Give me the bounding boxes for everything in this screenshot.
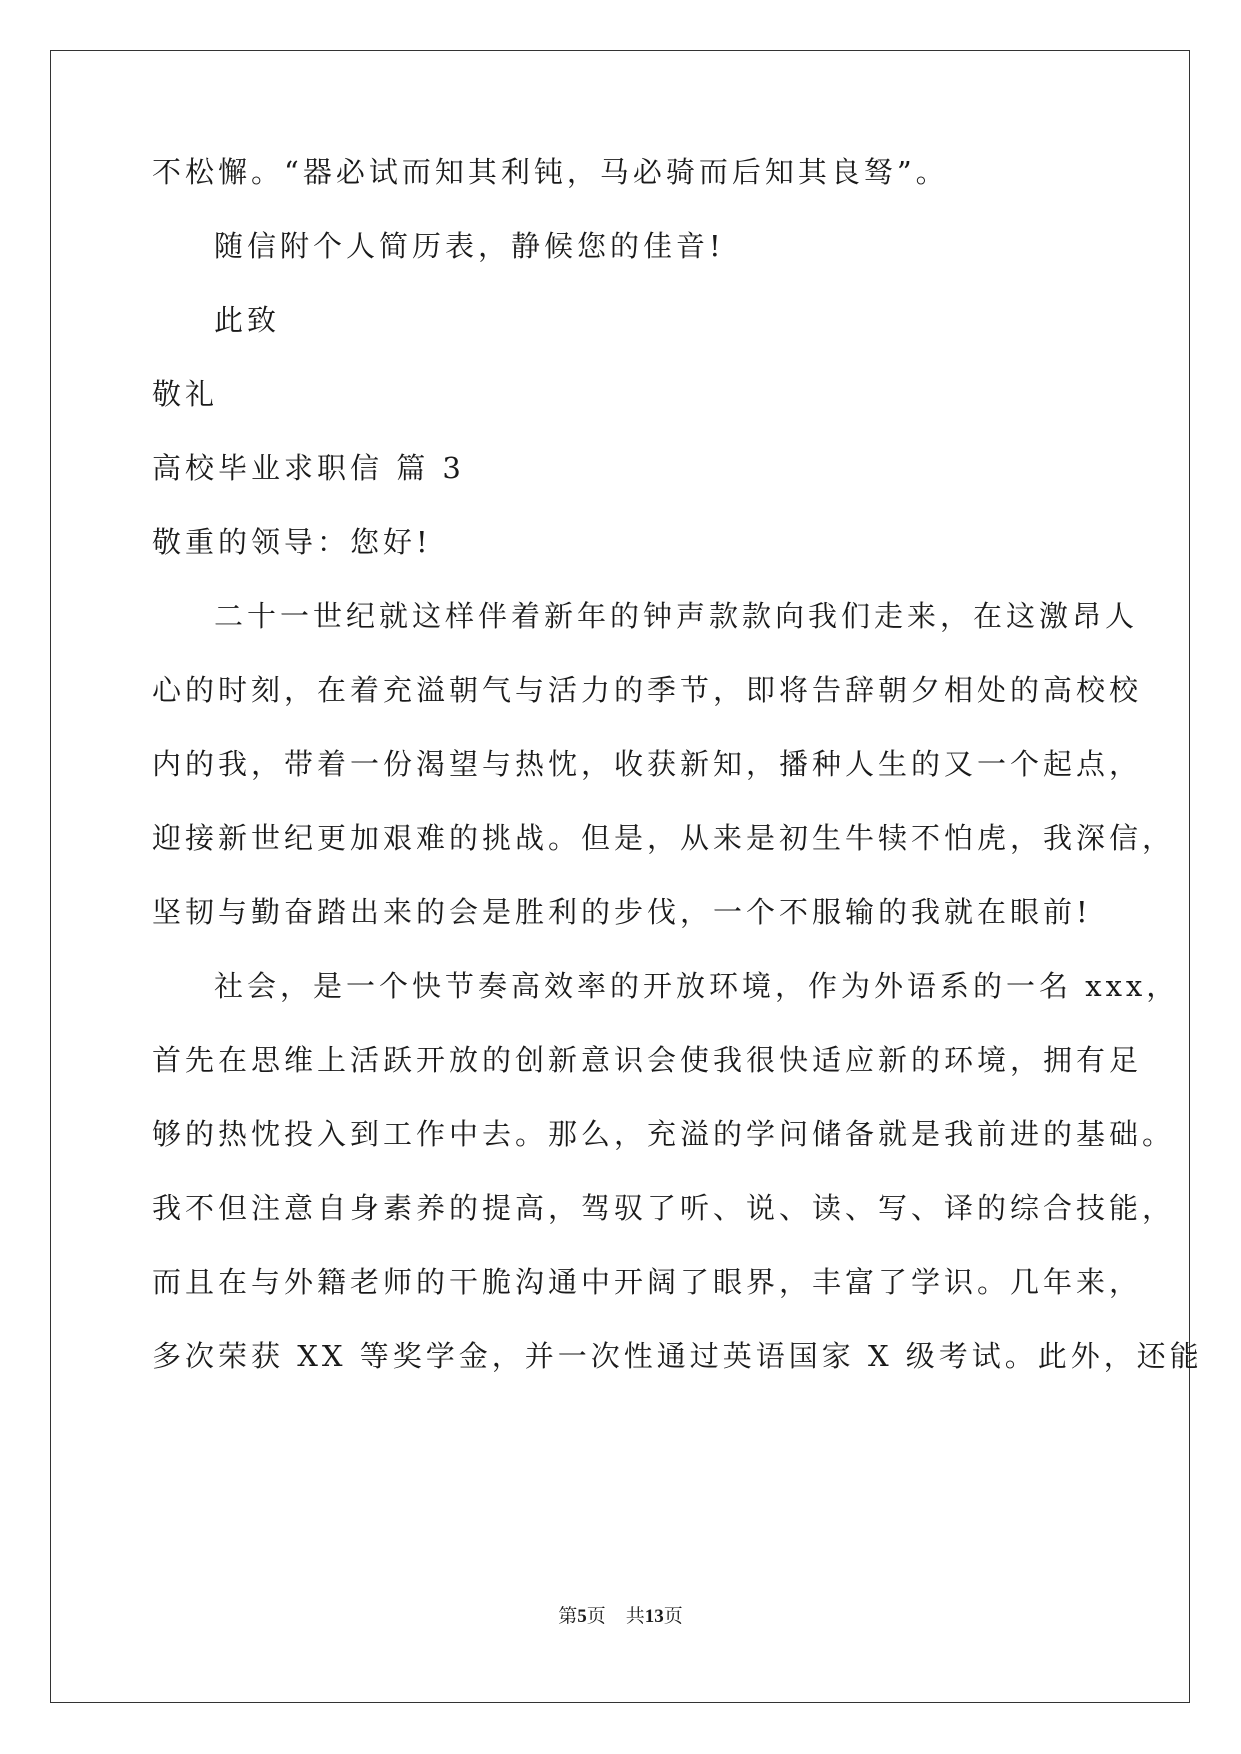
salutation: 敬重的领导：您好! — [152, 525, 432, 559]
total-prefix: 共 — [625, 1605, 645, 1627]
text-line-11: 坚韧与勤奋踏出来的会是胜利的步伐，一个不服输的我就在眼前! — [152, 895, 1092, 929]
page-number-footer — [0, 1603, 1241, 1630]
text-line-10: 迎接新世纪更加艰难的挑战。但是，从来是初生牛犊不怕虎，我深信， — [152, 821, 1176, 855]
text-line-9: 内的我，带着一份渴望与热忱，收获新知，播种人生的又一个起点， — [152, 747, 1143, 781]
text-line-4: 敬礼 — [152, 377, 219, 411]
section-heading: 高校毕业求职信 篇 3 — [152, 451, 465, 485]
text-line-7: 二十一世纪就这样伴着新年的钟声款款向我们走来，在这激昂人 — [214, 599, 1139, 633]
page-suffix: 页 — [586, 1605, 606, 1627]
total-suffix: 页 — [663, 1605, 683, 1627]
text-line-12: 社会，是一个快节奏高效率的开放环境，作为外语系的一名 xxx， — [214, 969, 1180, 1003]
text-line-15: 我不但注意自身素养的提高，驾驭了听、说、读、写、译的综合技能， — [152, 1191, 1176, 1225]
text-line-17: 多次荣获 XX 等奖学金，并一次性通过英语国家 X 级考试。此外，还能 — [152, 1339, 1203, 1373]
text-line-13: 首先在思维上活跃开放的创新意识会使我很快适应新的环境，拥有足 — [152, 1043, 1143, 1077]
text-line-3: 此致 — [214, 303, 281, 337]
total-page-number: 13 — [644, 1606, 664, 1627]
text-line-16: 而且在与外籍老师的干脆沟通中开阔了眼界，丰富了学识。几年来， — [152, 1265, 1143, 1299]
text-line-8: 心的时刻，在着充溢朝气与活力的季节，即将告辞朝夕相处的高校校 — [152, 673, 1143, 707]
current-page-number: 5 — [577, 1606, 587, 1627]
text-line-2: 随信附个人简历表，静候您的佳音! — [214, 229, 725, 263]
page-prefix: 第 — [558, 1605, 578, 1627]
text-line-14: 够的热忱投入到工作中去。那么，充溢的学问储备就是我前进的基础。 — [152, 1117, 1176, 1151]
page-border — [50, 50, 1190, 1703]
text-line-1: 不松懈。“器必试而知其利钝，马必骑而后知其良驽”。 — [152, 155, 949, 189]
